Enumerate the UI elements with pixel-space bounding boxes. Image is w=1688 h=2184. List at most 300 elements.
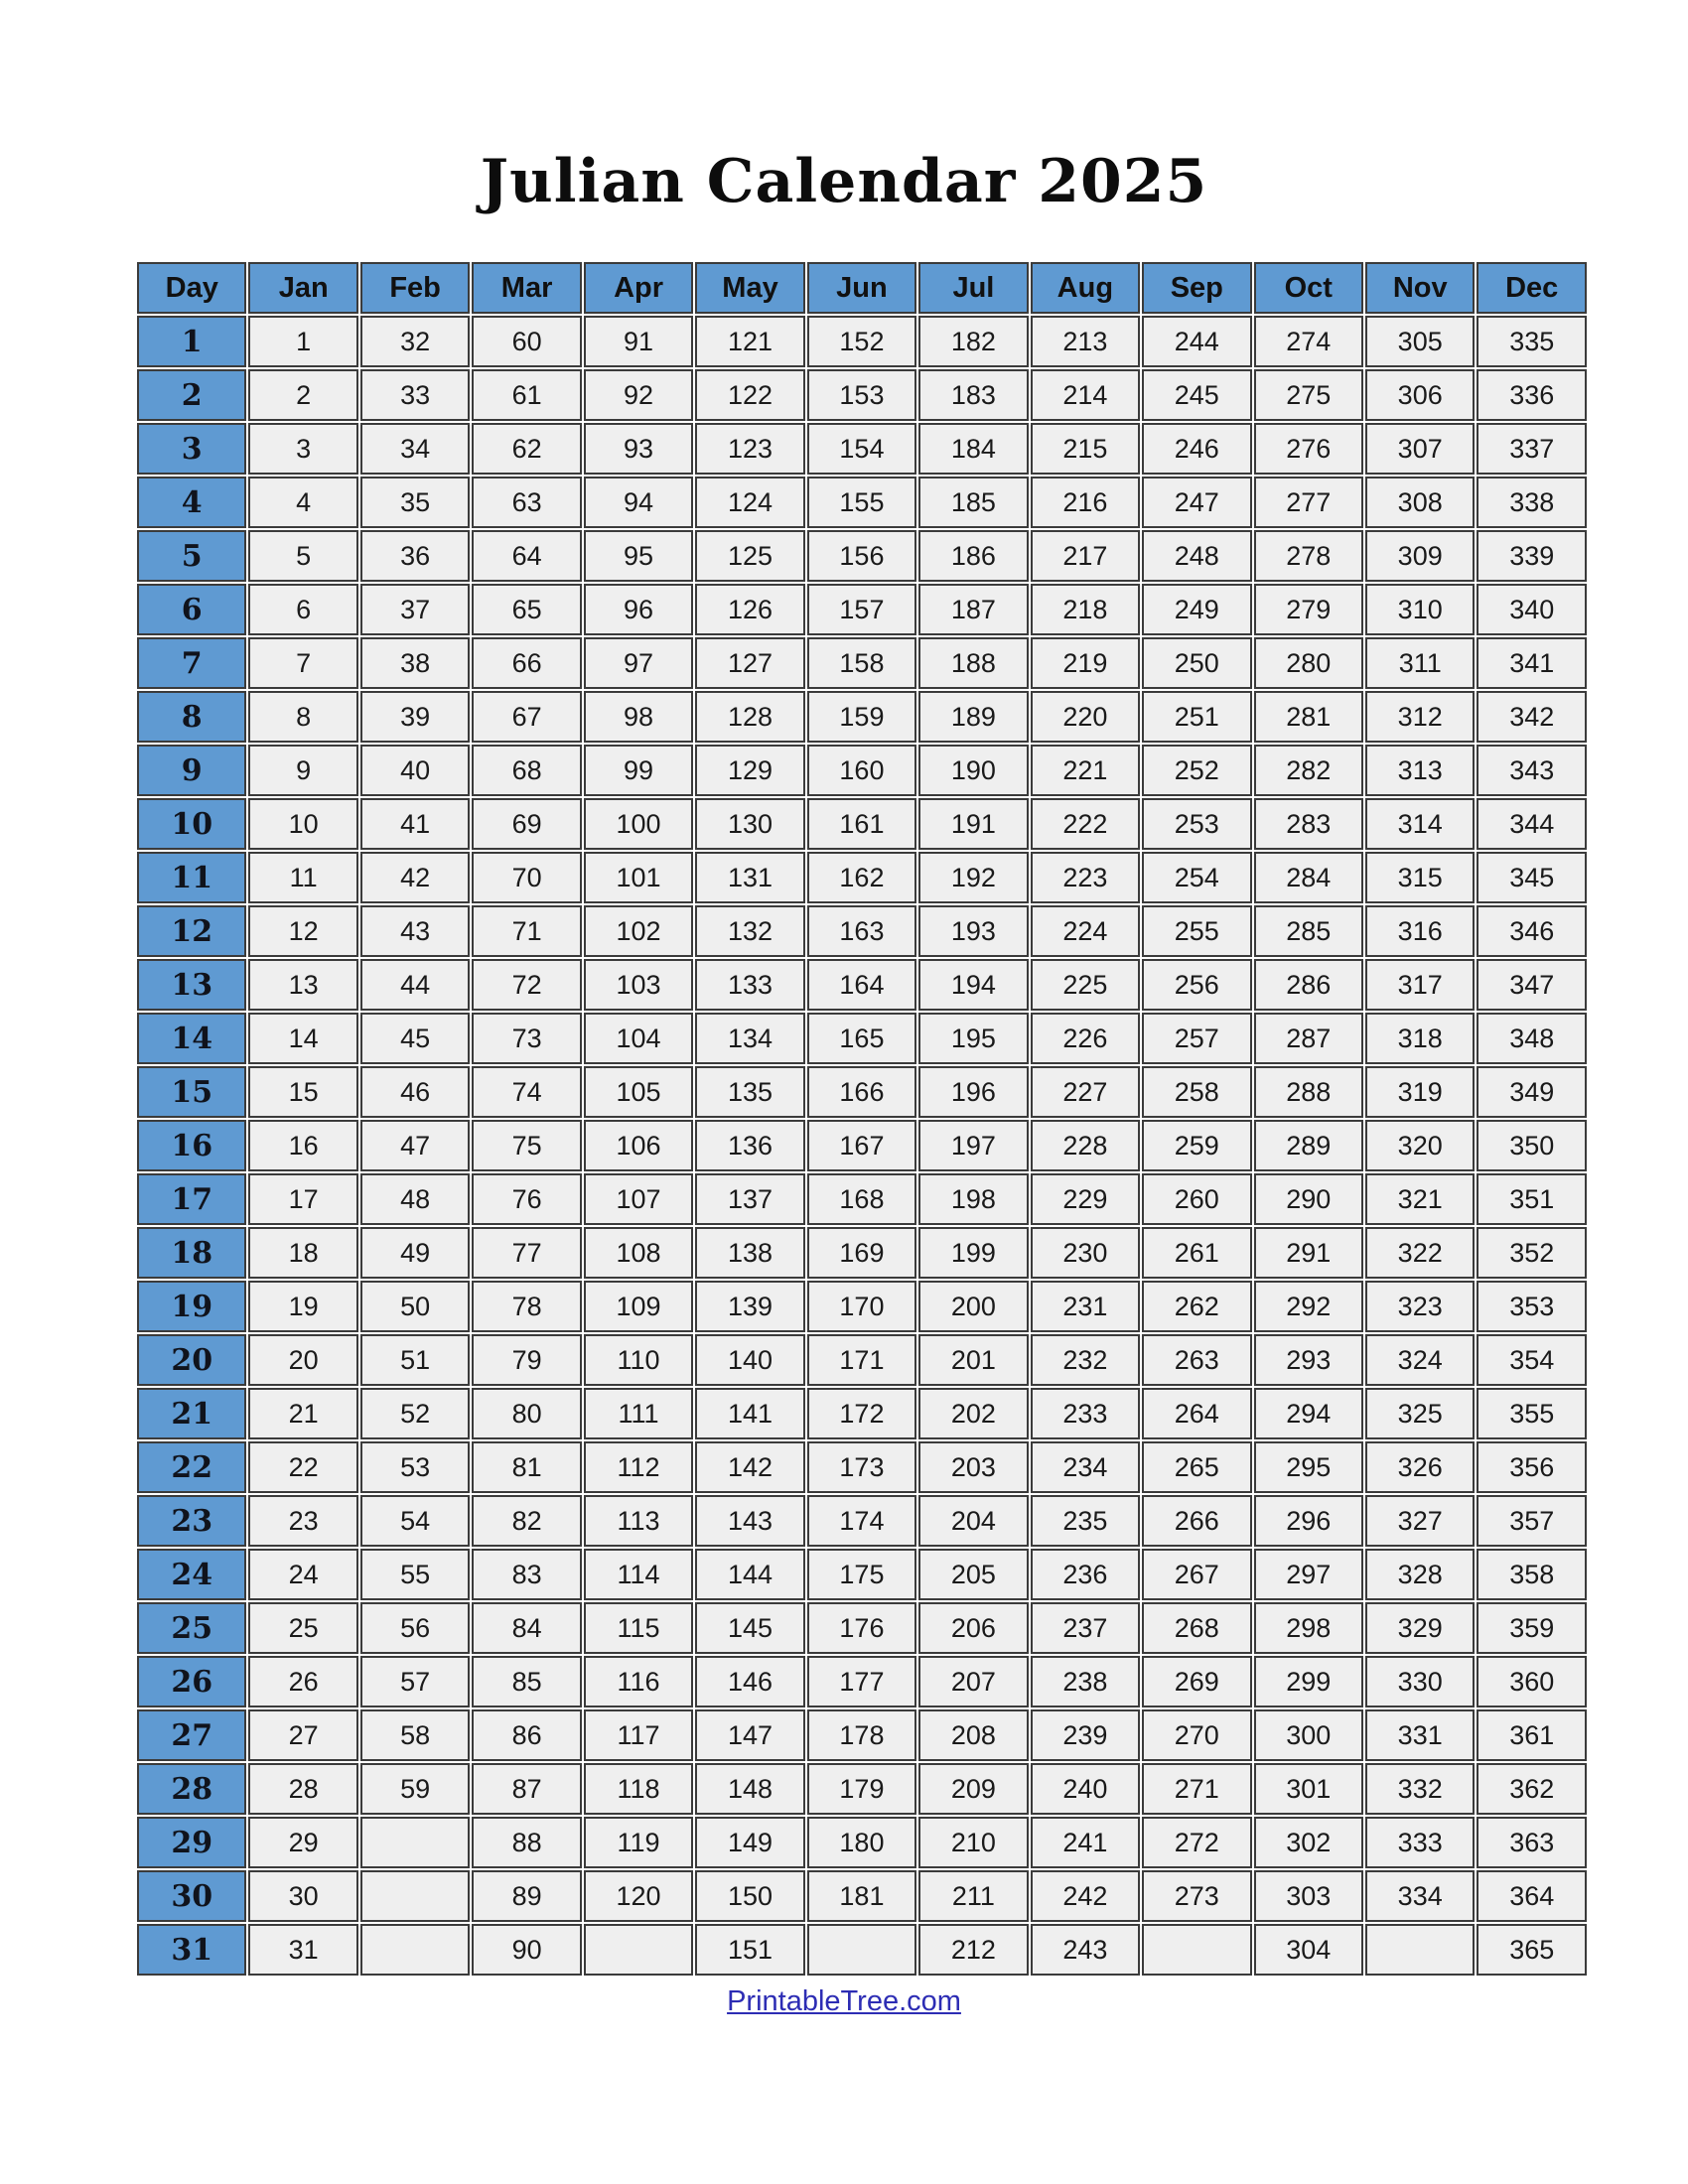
- julian-day-cell: 356: [1477, 1441, 1587, 1493]
- table-row: [137, 745, 1587, 796]
- julian-day-cell: 290: [1254, 1173, 1363, 1225]
- day-row-header: 18: [137, 1227, 246, 1279]
- julian-day-cell: 286: [1254, 959, 1363, 1011]
- julian-day-cell: 77: [472, 1227, 581, 1279]
- julian-day-cell: 329: [1365, 1602, 1475, 1654]
- julian-day-cell: 150: [695, 1870, 804, 1922]
- julian-day-cell: 143: [695, 1495, 804, 1547]
- column-header-sep: Sep: [1142, 262, 1251, 314]
- julian-day-cell: 181: [807, 1870, 916, 1922]
- table-row: [137, 1227, 1587, 1279]
- julian-day-cell: 317: [1365, 959, 1475, 1011]
- julian-day-cell: 167: [807, 1120, 916, 1171]
- julian-day-cell: 88: [472, 1817, 581, 1868]
- julian-day-cell: 87: [472, 1763, 581, 1815]
- julian-day-cell: 227: [1031, 1066, 1140, 1118]
- julian-day-cell: 341: [1477, 637, 1587, 689]
- julian-day-cell: 106: [584, 1120, 693, 1171]
- julian-day-cell: 353: [1477, 1281, 1587, 1332]
- julian-day-cell: 155: [807, 477, 916, 528]
- julian-day-cell: 184: [918, 423, 1028, 475]
- table-row: [137, 1281, 1587, 1332]
- julian-day-cell: 327: [1365, 1495, 1475, 1547]
- julian-day-cell: 107: [584, 1173, 693, 1225]
- julian-day-cell: 259: [1142, 1120, 1251, 1171]
- julian-day-cell: 194: [918, 959, 1028, 1011]
- julian-day-cell: 168: [807, 1173, 916, 1225]
- julian-day-cell: 303: [1254, 1870, 1363, 1922]
- table-row: [137, 852, 1587, 903]
- julian-day-cell: 323: [1365, 1281, 1475, 1332]
- julian-day-cell: 216: [1031, 477, 1140, 528]
- julian-day-cell: 133: [695, 959, 804, 1011]
- julian-day-cell: 50: [360, 1281, 470, 1332]
- julian-day-cell: 139: [695, 1281, 804, 1332]
- julian-day-cell: 359: [1477, 1602, 1587, 1654]
- julian-day-cell: 81: [472, 1441, 581, 1493]
- julian-day-cell: 195: [918, 1013, 1028, 1064]
- julian-day-cell: 93: [584, 423, 693, 475]
- julian-day-cell: 204: [918, 1495, 1028, 1547]
- table-row: [137, 1709, 1587, 1761]
- calendar-table-body: [137, 316, 1587, 1976]
- julian-day-cell: 149: [695, 1817, 804, 1868]
- julian-day-cell: 283: [1254, 798, 1363, 850]
- julian-day-cell: 205: [918, 1549, 1028, 1600]
- day-row-header: 19: [137, 1281, 246, 1332]
- table-row: [137, 1388, 1587, 1439]
- julian-day-cell: 256: [1142, 959, 1251, 1011]
- table-row: [137, 1870, 1587, 1922]
- julian-day-cell: 61: [472, 369, 581, 421]
- julian-day-cell: 349: [1477, 1066, 1587, 1118]
- julian-day-cell: 174: [807, 1495, 916, 1547]
- julian-day-cell: 318: [1365, 1013, 1475, 1064]
- julian-day-cell: 46: [360, 1066, 470, 1118]
- julian-day-cell: 157: [807, 584, 916, 635]
- julian-day-cell: 74: [472, 1066, 581, 1118]
- julian-day-cell: 145: [695, 1602, 804, 1654]
- julian-day-cell: 80: [472, 1388, 581, 1439]
- julian-day-cell: 25: [248, 1602, 357, 1654]
- day-row-header: 31: [137, 1924, 246, 1976]
- julian-day-cell: 238: [1031, 1656, 1140, 1707]
- julian-day-cell: 348: [1477, 1013, 1587, 1064]
- julian-day-cell: 350: [1477, 1120, 1587, 1171]
- julian-day-cell: 76: [472, 1173, 581, 1225]
- julian-day-cell: 190: [918, 745, 1028, 796]
- julian-day-cell: 22: [248, 1441, 357, 1493]
- julian-day-cell: 159: [807, 691, 916, 743]
- julian-day-cell: 210: [918, 1817, 1028, 1868]
- julian-day-cell: 325: [1365, 1388, 1475, 1439]
- julian-day-cell: 215: [1031, 423, 1140, 475]
- column-header-jul: Jul: [918, 262, 1028, 314]
- julian-day-cell: 245: [1142, 369, 1251, 421]
- julian-day-cell: 48: [360, 1173, 470, 1225]
- julian-day-cell: 112: [584, 1441, 693, 1493]
- julian-day-cell: 8: [248, 691, 357, 743]
- julian-day-cell: 197: [918, 1120, 1028, 1171]
- table-row: [137, 1817, 1587, 1868]
- julian-day-cell: 68: [472, 745, 581, 796]
- julian-day-cell: 42: [360, 852, 470, 903]
- calendar-table-head: [137, 262, 1587, 314]
- julian-day-cell: 152: [807, 316, 916, 367]
- julian-day-cell: 226: [1031, 1013, 1140, 1064]
- julian-day-cell: 275: [1254, 369, 1363, 421]
- julian-day-cell: 255: [1142, 905, 1251, 957]
- julian-day-cell: 39: [360, 691, 470, 743]
- julian-day-cell: 249: [1142, 584, 1251, 635]
- julian-day-cell: 4: [248, 477, 357, 528]
- julian-day-cell: 336: [1477, 369, 1587, 421]
- julian-day-cell: 9: [248, 745, 357, 796]
- julian-day-cell: 324: [1365, 1334, 1475, 1386]
- julian-day-cell: 191: [918, 798, 1028, 850]
- julian-day-cell: 269: [1142, 1656, 1251, 1707]
- table-row: [137, 1066, 1587, 1118]
- julian-day-cell: 151: [695, 1924, 804, 1976]
- julian-day-cell: 251: [1142, 691, 1251, 743]
- julian-day-cell: 196: [918, 1066, 1028, 1118]
- julian-day-cell: 354: [1477, 1334, 1587, 1386]
- julian-day-cell: 85: [472, 1656, 581, 1707]
- column-header-apr: Apr: [584, 262, 693, 314]
- julian-day-cell: 334: [1365, 1870, 1475, 1922]
- julian-day-cell: 37: [360, 584, 470, 635]
- julian-day-cell: 108: [584, 1227, 693, 1279]
- julian-day-cell: 293: [1254, 1334, 1363, 1386]
- julian-day-cell: 332: [1365, 1763, 1475, 1815]
- day-row-header: 1: [137, 316, 246, 367]
- julian-day-cell: 235: [1031, 1495, 1140, 1547]
- julian-day-cell: 313: [1365, 745, 1475, 796]
- julian-day-cell: 100: [584, 798, 693, 850]
- day-row-header: 27: [137, 1709, 246, 1761]
- julian-day-cell: 236: [1031, 1549, 1140, 1600]
- julian-day-cell: 79: [472, 1334, 581, 1386]
- julian-day-cell: 246: [1142, 423, 1251, 475]
- julian-day-cell: 198: [918, 1173, 1028, 1225]
- julian-day-cell: 207: [918, 1656, 1028, 1707]
- table-row: [137, 1763, 1587, 1815]
- day-row-header: 17: [137, 1173, 246, 1225]
- julian-day-cell: 294: [1254, 1388, 1363, 1439]
- day-row-header: 13: [137, 959, 246, 1011]
- julian-day-cell: 14: [248, 1013, 357, 1064]
- julian-day-cell: 310: [1365, 584, 1475, 635]
- julian-day-cell: 6: [248, 584, 357, 635]
- julian-day-cell: 333: [1365, 1817, 1475, 1868]
- day-row-header: 10: [137, 798, 246, 850]
- julian-calendar-table: [135, 260, 1589, 1978]
- julian-day-cell: 67: [472, 691, 581, 743]
- julian-day-cell: 103: [584, 959, 693, 1011]
- julian-day-cell: 128: [695, 691, 804, 743]
- table-row: [137, 584, 1587, 635]
- julian-day-cell: 201: [918, 1334, 1028, 1386]
- julian-day-cell: 10: [248, 798, 357, 850]
- julian-day-cell: 357: [1477, 1495, 1587, 1547]
- julian-day-cell: 170: [807, 1281, 916, 1332]
- julian-day-cell: 292: [1254, 1281, 1363, 1332]
- julian-day-cell: 5: [248, 530, 357, 582]
- julian-day-cell: 298: [1254, 1602, 1363, 1654]
- day-row-header: 30: [137, 1870, 246, 1922]
- julian-day-cell: 135: [695, 1066, 804, 1118]
- column-header-day: Day: [137, 262, 246, 314]
- footer-link[interactable]: PrintableTree.com: [727, 1985, 961, 2017]
- julian-day-cell: 83: [472, 1549, 581, 1600]
- julian-day-cell: 284: [1254, 852, 1363, 903]
- julian-day-cell: 364: [1477, 1870, 1587, 1922]
- julian-day-cell: 63: [472, 477, 581, 528]
- julian-day-cell: 138: [695, 1227, 804, 1279]
- julian-day-cell: 182: [918, 316, 1028, 367]
- julian-day-cell: 243: [1031, 1924, 1140, 1976]
- julian-day-cell: 136: [695, 1120, 804, 1171]
- julian-day-cell: 117: [584, 1709, 693, 1761]
- julian-day-cell: 43: [360, 905, 470, 957]
- julian-day-cell: 338: [1477, 477, 1587, 528]
- julian-day-cell: 123: [695, 423, 804, 475]
- julian-day-cell: [360, 1817, 470, 1868]
- julian-day-cell: 21: [248, 1388, 357, 1439]
- julian-day-cell: 209: [918, 1763, 1028, 1815]
- julian-day-cell: 224: [1031, 905, 1140, 957]
- julian-day-cell: 188: [918, 637, 1028, 689]
- table-row: [137, 1120, 1587, 1171]
- julian-day-cell: 161: [807, 798, 916, 850]
- column-header-mar: Mar: [472, 262, 581, 314]
- julian-day-cell: 187: [918, 584, 1028, 635]
- julian-day-cell: 233: [1031, 1388, 1140, 1439]
- julian-day-cell: 33: [360, 369, 470, 421]
- julian-day-cell: 337: [1477, 423, 1587, 475]
- julian-day-cell: 296: [1254, 1495, 1363, 1547]
- julian-day-cell: 102: [584, 905, 693, 957]
- julian-day-cell: 320: [1365, 1120, 1475, 1171]
- julian-day-cell: 47: [360, 1120, 470, 1171]
- julian-day-cell: 140: [695, 1334, 804, 1386]
- julian-day-cell: 183: [918, 369, 1028, 421]
- julian-day-cell: 228: [1031, 1120, 1140, 1171]
- julian-day-cell: 247: [1142, 477, 1251, 528]
- julian-day-cell: 248: [1142, 530, 1251, 582]
- julian-day-cell: 101: [584, 852, 693, 903]
- table-row: [137, 1013, 1587, 1064]
- julian-day-cell: 49: [360, 1227, 470, 1279]
- julian-day-cell: 34: [360, 423, 470, 475]
- julian-day-cell: 175: [807, 1549, 916, 1600]
- julian-day-cell: 53: [360, 1441, 470, 1493]
- day-row-header: 6: [137, 584, 246, 635]
- julian-day-cell: 27: [248, 1709, 357, 1761]
- julian-day-cell: 119: [584, 1817, 693, 1868]
- julian-day-cell: 220: [1031, 691, 1140, 743]
- julian-day-cell: 60: [472, 316, 581, 367]
- julian-day-cell: 213: [1031, 316, 1140, 367]
- julian-day-cell: 41: [360, 798, 470, 850]
- julian-day-cell: 55: [360, 1549, 470, 1600]
- julian-day-cell: 241: [1031, 1817, 1140, 1868]
- julian-day-cell: 115: [584, 1602, 693, 1654]
- julian-day-cell: 72: [472, 959, 581, 1011]
- julian-day-cell: 229: [1031, 1173, 1140, 1225]
- table-row: [137, 1495, 1587, 1547]
- julian-day-cell: 257: [1142, 1013, 1251, 1064]
- day-row-header: 23: [137, 1495, 246, 1547]
- julian-day-cell: 97: [584, 637, 693, 689]
- julian-day-cell: 26: [248, 1656, 357, 1707]
- julian-day-cell: [360, 1870, 470, 1922]
- julian-day-cell: 29: [248, 1817, 357, 1868]
- julian-day-cell: [1365, 1924, 1475, 1976]
- julian-day-cell: 244: [1142, 316, 1251, 367]
- julian-day-cell: 185: [918, 477, 1028, 528]
- day-row-header: 3: [137, 423, 246, 475]
- julian-day-cell: 23: [248, 1495, 357, 1547]
- table-row: [137, 369, 1587, 421]
- julian-day-cell: 73: [472, 1013, 581, 1064]
- julian-day-cell: 300: [1254, 1709, 1363, 1761]
- julian-day-cell: 40: [360, 745, 470, 796]
- page-title: Julian Calendar 2025: [480, 147, 1208, 216]
- julian-day-cell: 31: [248, 1924, 357, 1976]
- julian-day-cell: 58: [360, 1709, 470, 1761]
- julian-day-cell: 173: [807, 1441, 916, 1493]
- table-row: [137, 1334, 1587, 1386]
- julian-day-cell: 129: [695, 745, 804, 796]
- julian-day-cell: 252: [1142, 745, 1251, 796]
- julian-day-cell: 221: [1031, 745, 1140, 796]
- julian-day-cell: 211: [918, 1870, 1028, 1922]
- julian-day-cell: 305: [1365, 316, 1475, 367]
- julian-day-cell: 163: [807, 905, 916, 957]
- julian-day-cell: 18: [248, 1227, 357, 1279]
- day-row-header: 29: [137, 1817, 246, 1868]
- julian-day-cell: 263: [1142, 1334, 1251, 1386]
- julian-day-cell: 360: [1477, 1656, 1587, 1707]
- julian-day-cell: 234: [1031, 1441, 1140, 1493]
- julian-day-cell: 266: [1142, 1495, 1251, 1547]
- julian-day-cell: 134: [695, 1013, 804, 1064]
- julian-day-cell: 162: [807, 852, 916, 903]
- julian-day-cell: 122: [695, 369, 804, 421]
- julian-day-cell: 127: [695, 637, 804, 689]
- julian-day-cell: 70: [472, 852, 581, 903]
- julian-day-cell: 148: [695, 1763, 804, 1815]
- julian-day-cell: 164: [807, 959, 916, 1011]
- julian-day-cell: 35: [360, 477, 470, 528]
- julian-day-cell: 95: [584, 530, 693, 582]
- julian-day-cell: 193: [918, 905, 1028, 957]
- column-header-aug: Aug: [1031, 262, 1140, 314]
- julian-day-cell: 307: [1365, 423, 1475, 475]
- julian-day-cell: 179: [807, 1763, 916, 1815]
- julian-day-cell: 38: [360, 637, 470, 689]
- julian-day-cell: 358: [1477, 1549, 1587, 1600]
- julian-day-cell: 271: [1142, 1763, 1251, 1815]
- julian-day-cell: 321: [1365, 1173, 1475, 1225]
- julian-day-cell: 169: [807, 1227, 916, 1279]
- julian-day-cell: 186: [918, 530, 1028, 582]
- julian-day-cell: 261: [1142, 1227, 1251, 1279]
- julian-day-cell: 121: [695, 316, 804, 367]
- column-header-oct: Oct: [1254, 262, 1363, 314]
- julian-day-cell: 104: [584, 1013, 693, 1064]
- julian-day-cell: 90: [472, 1924, 581, 1976]
- julian-day-cell: 166: [807, 1066, 916, 1118]
- julian-day-cell: 265: [1142, 1441, 1251, 1493]
- day-row-header: 22: [137, 1441, 246, 1493]
- julian-day-cell: 154: [807, 423, 916, 475]
- julian-day-cell: 345: [1477, 852, 1587, 903]
- julian-day-cell: 322: [1365, 1227, 1475, 1279]
- julian-day-cell: 312: [1365, 691, 1475, 743]
- julian-day-cell: 120: [584, 1870, 693, 1922]
- table-row: [137, 477, 1587, 528]
- julian-day-cell: 278: [1254, 530, 1363, 582]
- julian-day-cell: 365: [1477, 1924, 1587, 1976]
- julian-day-cell: 250: [1142, 637, 1251, 689]
- julian-day-cell: 301: [1254, 1763, 1363, 1815]
- julian-day-cell: 268: [1142, 1602, 1251, 1654]
- julian-day-cell: 131: [695, 852, 804, 903]
- julian-day-cell: 304: [1254, 1924, 1363, 1976]
- julian-day-cell: 363: [1477, 1817, 1587, 1868]
- table-row: [137, 691, 1587, 743]
- julian-day-cell: 280: [1254, 637, 1363, 689]
- julian-day-cell: 351: [1477, 1173, 1587, 1225]
- table-row: [137, 530, 1587, 582]
- julian-day-cell: 147: [695, 1709, 804, 1761]
- day-row-header: 25: [137, 1602, 246, 1654]
- julian-day-cell: [1142, 1924, 1251, 1976]
- day-row-header: 9: [137, 745, 246, 796]
- day-row-header: 14: [137, 1013, 246, 1064]
- julian-day-cell: 105: [584, 1066, 693, 1118]
- julian-day-cell: 24: [248, 1549, 357, 1600]
- table-row: [137, 1173, 1587, 1225]
- julian-day-cell: 15: [248, 1066, 357, 1118]
- julian-day-cell: 11: [248, 852, 357, 903]
- julian-day-cell: 110: [584, 1334, 693, 1386]
- day-row-header: 15: [137, 1066, 246, 1118]
- day-row-header: 20: [137, 1334, 246, 1386]
- julian-day-cell: 291: [1254, 1227, 1363, 1279]
- julian-day-cell: 171: [807, 1334, 916, 1386]
- julian-day-cell: 199: [918, 1227, 1028, 1279]
- julian-day-cell: 277: [1254, 477, 1363, 528]
- julian-day-cell: 253: [1142, 798, 1251, 850]
- julian-day-cell: 264: [1142, 1388, 1251, 1439]
- julian-day-cell: 78: [472, 1281, 581, 1332]
- julian-day-cell: 262: [1142, 1281, 1251, 1332]
- julian-day-cell: 86: [472, 1709, 581, 1761]
- julian-day-cell: 118: [584, 1763, 693, 1815]
- julian-day-cell: 289: [1254, 1120, 1363, 1171]
- julian-day-cell: 258: [1142, 1066, 1251, 1118]
- table-row: [137, 1924, 1587, 1976]
- julian-day-cell: 222: [1031, 798, 1140, 850]
- julian-day-cell: 218: [1031, 584, 1140, 635]
- julian-day-cell: 239: [1031, 1709, 1140, 1761]
- julian-day-cell: 36: [360, 530, 470, 582]
- julian-day-cell: 142: [695, 1441, 804, 1493]
- julian-day-cell: 64: [472, 530, 581, 582]
